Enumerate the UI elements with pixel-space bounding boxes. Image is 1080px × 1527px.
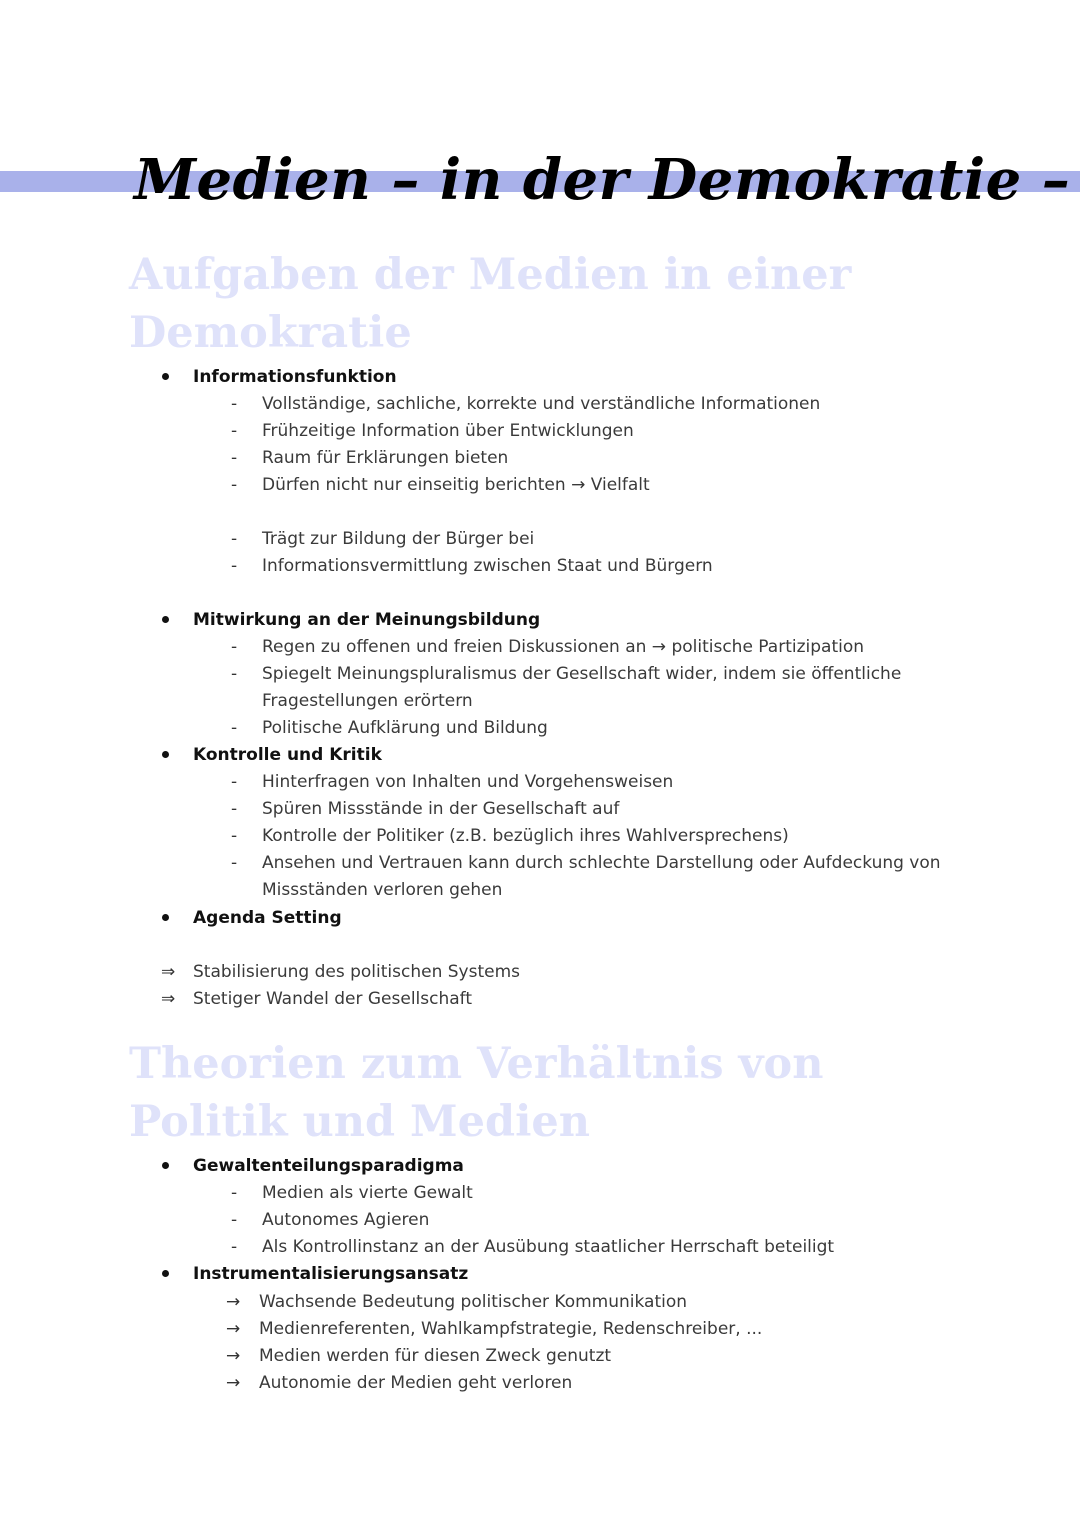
bullet-dot — [162, 1270, 169, 1277]
arrow-right-icon: → — [226, 1373, 241, 1393]
dash-marker: - — [231, 772, 238, 792]
sub-point-text: Vollständige, sachliche, korrekte und verständliche Informationen — [262, 394, 821, 414]
dash-marker: - — [231, 799, 238, 819]
dash-marker: - — [231, 826, 238, 846]
dash-marker: - — [231, 853, 238, 873]
sub-point-text: Trägt zur Bildung der Bürger bei — [262, 529, 535, 549]
bullet-label: Gewaltenteilungsparadigma — [193, 1156, 464, 1176]
dash-marker: - — [231, 475, 238, 495]
sub-point-text: Informationsvermittlung zwischen Staat und Bürgern — [262, 556, 713, 576]
section-heading-aufgaben: Aufgaben der Medien in einer Demokratie — [129, 250, 852, 358]
conclusion-text: Stetiger Wandel der Gesellschaft — [193, 989, 473, 1009]
dash-marker: - — [231, 1210, 238, 1230]
sub-point-text: Hinterfragen von Inhalten und Vorgehensweisen — [262, 772, 674, 792]
bullet-dot — [162, 373, 169, 380]
dash-marker: - — [231, 718, 238, 738]
bullet-label: Mitwirkung an der Meinungsbildung — [193, 610, 541, 630]
bullet-label: Kontrolle und Kritik — [193, 745, 382, 765]
dash-marker: - — [231, 394, 238, 414]
sub-point-text: Regen zu offenen und freien Diskussionen an → politische Partizipation — [262, 637, 865, 657]
sub-point-text: Frühzeitige Information über Entwicklungen — [262, 421, 634, 441]
double-arrow-icon: ⇒ — [161, 989, 176, 1009]
arrow-right-icon: → — [226, 1292, 241, 1312]
sub-point-text: Autonomes Agieren — [262, 1210, 430, 1230]
bullet-dot — [162, 616, 169, 623]
sub-point-text: Als Kontrollinstanz an der Ausübung staatlicher Herrschaft beteiligt — [262, 1237, 835, 1257]
dash-marker: - — [231, 529, 238, 549]
dash-marker: - — [231, 448, 238, 468]
double-arrow-icon: ⇒ — [161, 962, 176, 982]
bullet-label: Informationsfunktion — [193, 367, 397, 387]
sub-point-text: Dürfen nicht nur einseitig berichten → Vielfalt — [262, 475, 650, 495]
dash-marker: - — [231, 1237, 238, 1257]
page-title: Medien – in der Demokratie – — [134, 147, 1071, 213]
arrow-point-text: Medienreferenten, Wahlkampfstrategie, Redenschreiber, ... — [259, 1319, 763, 1339]
dash-marker: - — [231, 664, 238, 684]
bullet-label: Agenda Setting — [193, 908, 342, 928]
sub-point-text: Spiegelt Meinungspluralismus der Gesellschaft wider, indem sie öffentliche Fragestellungen erörtern — [262, 664, 902, 711]
dash-marker: - — [231, 421, 238, 441]
sub-point-text: Politische Aufklärung und Bildung — [262, 718, 548, 738]
sub-point-text: Ansehen und Vertrauen kann durch schlechte Darstellung oder Aufdeckung von Missständen verloren gehen — [262, 853, 941, 900]
conclusion-text: Stabilisierung des politischen Systems — [193, 962, 521, 982]
bullet-dot — [162, 914, 169, 921]
sub-point-text: Raum für Erklärungen bieten — [262, 448, 509, 468]
sub-point-text: Spüren Missstände in der Gesellschaft auf — [262, 799, 620, 819]
bullet-dot — [162, 1162, 169, 1169]
arrow-right-icon: → — [226, 1346, 241, 1366]
dash-marker: - — [231, 637, 238, 657]
arrow-point-text: Autonomie der Medien geht verloren — [259, 1373, 573, 1393]
bullet-label: Instrumentalisierungsansatz — [193, 1264, 469, 1284]
dash-marker: - — [231, 556, 238, 576]
section-heading-theorien: Theorien zum Verhältnis von Politik und Medien — [129, 1039, 824, 1147]
sub-point-text: Medien als vierte Gewalt — [262, 1183, 473, 1203]
dash-marker: - — [231, 1183, 238, 1203]
arrow-point-text: Medien werden für diesen Zweck genutzt — [259, 1346, 612, 1366]
sub-point-text: Kontrolle der Politiker (z.B. bezüglich ihres Wahlversprechens) — [262, 826, 789, 846]
arrow-right-icon: → — [226, 1319, 241, 1339]
arrow-point-text: Wachsende Bedeutung politischer Kommunikation — [259, 1292, 688, 1312]
bullet-dot — [162, 751, 169, 758]
